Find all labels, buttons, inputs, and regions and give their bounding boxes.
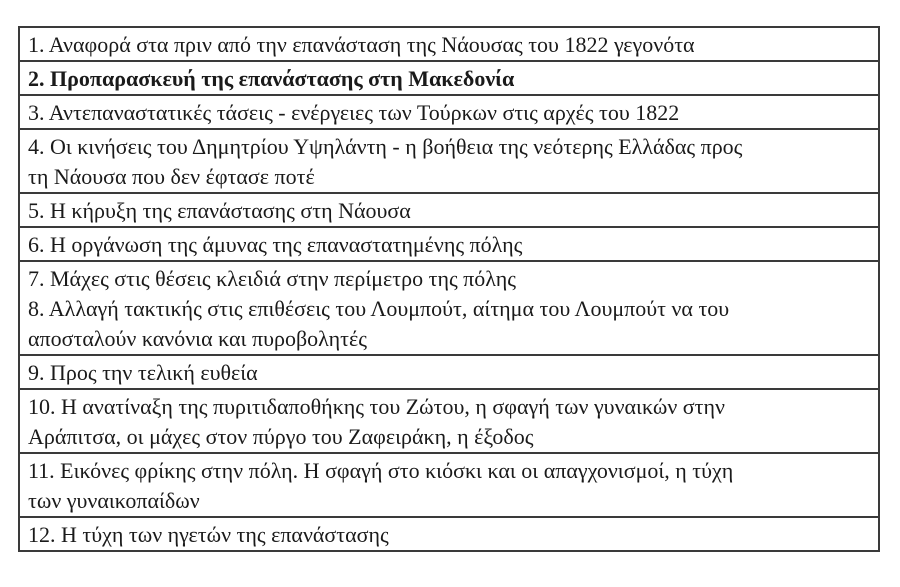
toc-entry-text: 7. Μάχες στις θέσεις κλειδιά στην περίμετρο της πόλης — [28, 266, 516, 291]
toc-entry-text-continued: των γυναικοπαίδων — [28, 488, 200, 513]
toc-entry-text: 6. Η οργάνωση της άμυνας της επαναστατημένης πόλης — [28, 232, 523, 257]
toc-row-1 — [20, 28, 878, 62]
toc-row-9 — [20, 356, 878, 390]
toc-entry-text: 5. Η κήρυξη της επανάστασης στη Νάουσα — [28, 198, 411, 223]
toc-row-5 — [20, 194, 878, 228]
toc-entry-text: 10. Η ανατίναξη της πυριτιδαποθήκης του Ζώτου, η σφαγή των γυναικών στην — [28, 394, 725, 419]
toc-row-2 — [20, 62, 878, 96]
table-of-contents — [18, 26, 880, 552]
toc-entry-text: 8. Αλλαγή τακτικής στις επιθέσεις του Λουμπούτ, αίτημα του Λουμπούτ να του — [28, 296, 730, 321]
toc-entry-text-continued: Αράπιτσα, οι μάχες στον πύργο του Ζαφειράκη, η έξοδος — [28, 424, 534, 449]
toc-row-11 — [20, 454, 878, 518]
toc-entry-text: 9. Προς την τελική ευθεία — [28, 360, 258, 385]
toc-row-6 — [20, 228, 878, 262]
toc-entry-text: 12. Η τύχη των ηγετών της επανάστασης — [28, 522, 389, 547]
toc-entry-text: 2. Προπαρασκευή της επανάστασης στη Μακεδονία — [28, 66, 515, 91]
toc-entry-text-continued: τη Νάουσα που δεν έφτασε ποτέ — [28, 164, 315, 189]
toc-entry-text: 3. Αντεπαναστατικές τάσεις - ενέργειες των Τούρκων στις αρχές του 1822 — [28, 100, 680, 125]
toc-entry-text: 1. Αναφορά στα πριν από την επανάσταση της Νάουσας του 1822 γεγονότα — [28, 32, 695, 57]
toc-entry-text: 4. Οι κινήσεις του Δημητρίου Υψηλάντη - η βοήθεια της νεότερης Ελλάδας προς — [28, 134, 743, 159]
toc-entry-text-continued: αποσταλούν κανόνια και πυροβολητές — [28, 326, 367, 351]
toc-row-12 — [20, 518, 878, 550]
toc-row-7-8 — [20, 262, 878, 356]
toc-row-3 — [20, 96, 878, 130]
toc-row-10 — [20, 390, 878, 454]
toc-entry-text: 11. Εικόνες φρίκης στην πόλη. Η σφαγή στο κιόσκι και οι απαγχονισμοί, η τύχη — [28, 458, 734, 483]
toc-row-4 — [20, 130, 878, 194]
